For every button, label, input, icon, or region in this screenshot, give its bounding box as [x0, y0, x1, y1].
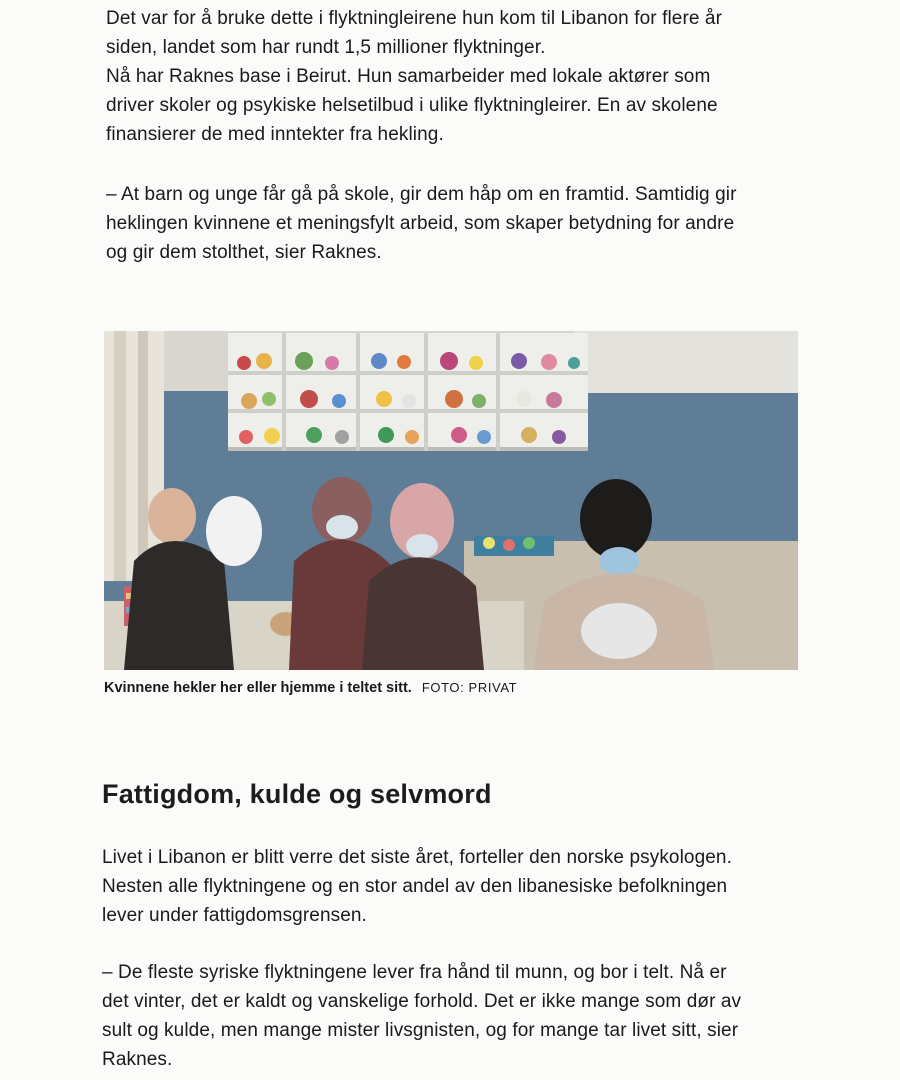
text-line: det vinter, det er kaldt og vanskelige forhold. Det er ikke mange som dør av [102, 991, 742, 1012]
text-line: finansierer de med inntekter fra hekling. [106, 124, 444, 145]
text-line: Det var for å bruke dette i flyktningleirene hun kom til Libanon for flere år [106, 8, 723, 29]
text-line: Nå har Raknes base i Beirut. Hun samarbeider med lokale aktører som [106, 66, 711, 87]
text-line: Livet i Libanon er blitt verre det siste året, forteller den norske psykologen. [102, 847, 732, 868]
article-quote-paragraph-2 [102, 958, 802, 1074]
article-photo-women-crocheting [104, 331, 798, 670]
text-line: heklingen kvinnene et meningsfylt arbeid, som skaper betydning for andre [106, 213, 735, 234]
section-heading: Fattigdom, kulde og selvmord [102, 779, 492, 809]
text-line: driver skoler og psykiske helsetilbud i ulike flyktningleirer. En av skolene [106, 95, 718, 116]
text-line: sult og kulde, men mange mister livsgnisten, og for mange tar livet sitt, sier [102, 1020, 739, 1041]
text-line: – De fleste syriske flyktningene lever fra hånd til munn, og bor i telt. Nå er [102, 962, 727, 983]
article-paragraph-section [102, 843, 802, 930]
text-line: Nesten alle flyktningene og en stor andel av den libanesiske befolkningen [102, 876, 728, 897]
text-line: og gir dem stolthet, sier Raknes. [106, 242, 382, 263]
article-quote-paragraph [106, 180, 806, 267]
photo-caption [104, 680, 517, 696]
text-line: lever under fattigdomsgrensen. [102, 905, 367, 926]
photo-credit: FOTO: PRIVAT [421, 680, 518, 695]
article-paragraph-intro [106, 4, 806, 149]
text-line: siden, landet som har rundt 1,5 millioner flyktninger. [106, 37, 546, 58]
caption-text: Kvinnene hekler her eller hjemme i teltet sitt. [104, 680, 412, 696]
text-line: – At barn og unge får gå på skole, gir dem håp om en framtid. Samtidig gir [106, 184, 737, 205]
text-line: Raknes. [102, 1049, 173, 1070]
